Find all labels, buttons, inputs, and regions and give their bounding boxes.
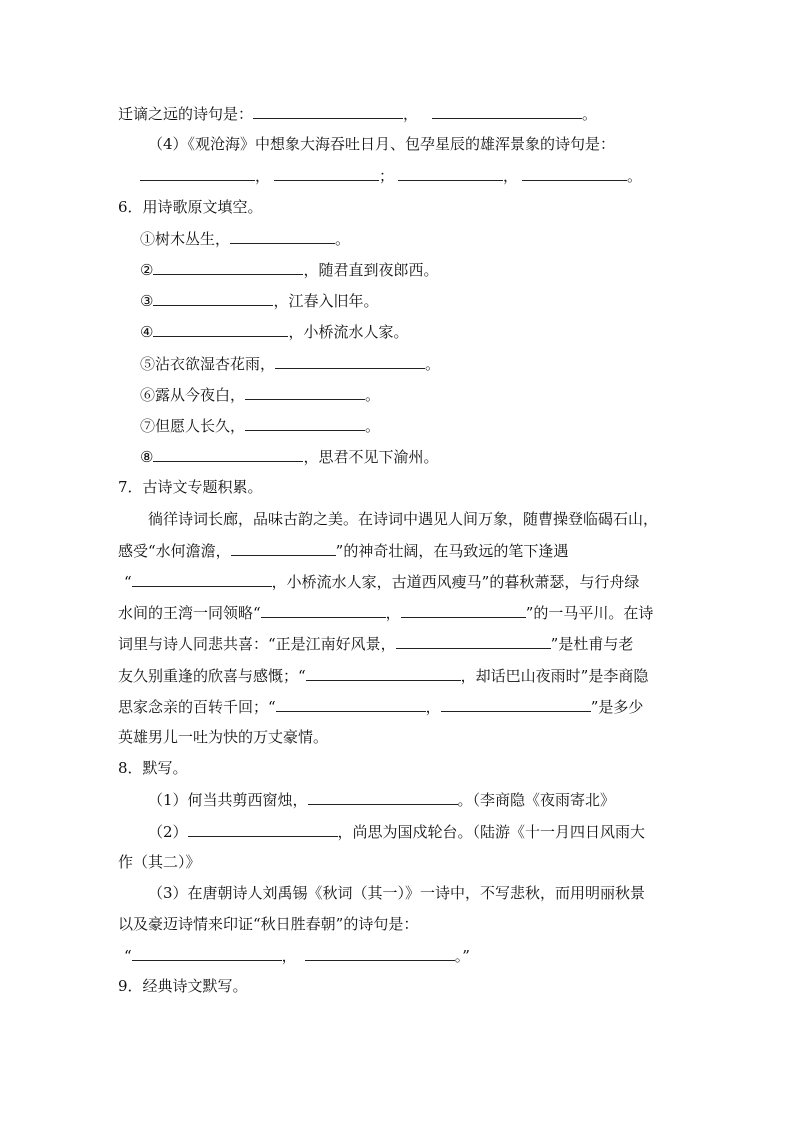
q8-title: 8．默写。 [118, 759, 188, 777]
answer-blank[interactable] [261, 602, 386, 618]
answer-blank[interactable] [306, 665, 461, 681]
answer-blank[interactable] [305, 945, 455, 961]
q5-item4-text: （4）《观沧海》中想象大海吞吐日月、包孕星辰的雄浑景象的诗句是： [148, 135, 616, 153]
q8-item-3: （3）在唐朝诗人刘禹锡《秋词（其一）》一诗中，不写悲秋，而用明丽秋景 [148, 884, 646, 902]
answer-blank[interactable] [308, 789, 458, 805]
q8-item-3-cont: 以及豪迈诗情来印证“秋日胜春朝”的诗句是： [118, 915, 419, 933]
q5-line3: 迁谪之远的诗句是： ， 。 [118, 105, 598, 123]
q8-item-2-cont: 作（其二）》 [118, 853, 201, 871]
answer-blank[interactable] [188, 821, 338, 837]
answer-blank[interactable] [231, 540, 336, 556]
q5-item4-blanks: ， ； ， 。 [140, 165, 642, 185]
answer-blank[interactable] [153, 321, 288, 337]
q8-item-2: （2） ，尚思为国戍轮台。（陆游《十一月四日风雨大 [148, 823, 646, 841]
q6-item-8: ⑧ ，思君不见下渝州。 [140, 448, 439, 466]
q7-line-7: 思家念亲的百转千回；“ ， ”是多少 [118, 698, 644, 716]
answer-blank[interactable] [432, 103, 582, 119]
q6-title: 6．用诗歌原文填空。 [118, 198, 263, 216]
answer-blank[interactable] [245, 415, 365, 431]
answer-blank[interactable] [441, 696, 591, 712]
q7-line-1: 徜徉诗词长廊，品味古韵之美。在诗词中遇见人间万象，随曹操登临碣石山， [148, 510, 659, 528]
q9-title: 9．经典诗文默写。 [118, 977, 248, 995]
q7-line-8: 英雄男儿一吐为快的万丈豪情。 [118, 728, 329, 746]
q7-line-6: 友久别重逢的欣喜与感慨；“ ，却话巴山夜雨时”是李商隐 [118, 667, 649, 685]
answer-blank[interactable] [522, 165, 627, 181]
q6-item-5: ⑤沾衣欲湿杏花雨， 。 [140, 355, 441, 373]
answer-blank[interactable] [132, 571, 272, 587]
q6-item-3: ③ ，江春入旧年。 [140, 292, 379, 310]
q8-item-1: （1）何当共剪西窗烛， 。（李商隐《夜雨寄北》 [148, 791, 616, 809]
q5-item4 [148, 134, 615, 154]
q5-line3-prefix: 迁谪之远的诗句是： [118, 105, 254, 123]
q7-line-2: 感受“水何澹澹， ”的神奇壮阔，在马致远的笔下逢遇 [118, 542, 569, 560]
q7-line-4: 水间的王湾一同领略“ ， ”的一马平川。在诗 [118, 604, 654, 622]
q8-item-3-blanks: “ ， 。” [124, 947, 470, 965]
answer-blank[interactable] [276, 696, 426, 712]
q7-line-5: 词里与诗人同悲共喜：“正是江南好风景， ”是杜甫与老 [118, 635, 634, 653]
q6-item-4: ④ ，小桥流水人家。 [140, 323, 409, 341]
q6-item-2: ② ，随君直到夜郎西。 [140, 261, 439, 279]
answer-blank[interactable] [398, 165, 503, 181]
q6-item-6: ⑥露从今夜白， 。 [140, 386, 381, 404]
answer-blank[interactable] [153, 259, 303, 275]
q7-title: 7．古诗文专题积累。 [118, 478, 263, 496]
q6-item-1: ①树木丛生， 。 [140, 230, 351, 248]
answer-blank[interactable] [245, 384, 365, 400]
answer-blank[interactable] [132, 945, 282, 961]
answer-blank[interactable] [274, 165, 379, 181]
answer-blank[interactable] [153, 446, 303, 462]
q7-line-3: “ ，小桥流水人家，古道西风瘦马”的暮秋萧瑟，与行舟绿 [124, 573, 640, 591]
answer-blank[interactable] [401, 602, 526, 618]
answer-blank[interactable] [153, 290, 273, 306]
q6-item-7: ⑦但愿人长久， 。 [140, 417, 381, 435]
answer-blank[interactable] [253, 103, 403, 119]
answer-blank[interactable] [396, 633, 551, 649]
answer-blank[interactable] [275, 353, 425, 369]
answer-blank[interactable] [230, 228, 335, 244]
answer-blank[interactable] [140, 165, 255, 181]
